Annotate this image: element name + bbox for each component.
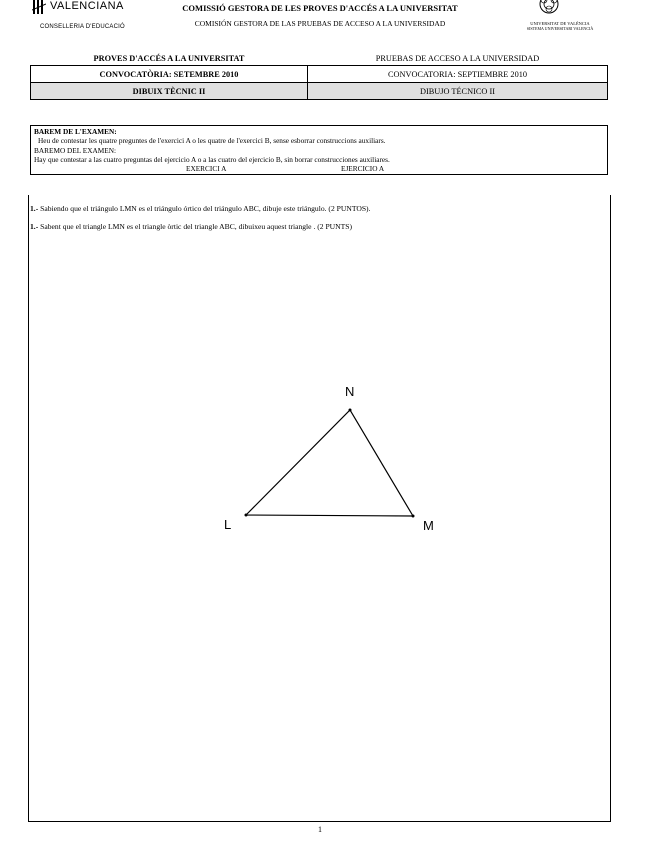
- header-title-es: COMISIÓN GESTORA DE LAS PRUEBAS DE ACCESO A LA UNIVERSIDAD: [194, 19, 446, 28]
- exam-name-ca: PROVES D'ACCÉS A LA UNIVERSITAT: [93, 53, 245, 63]
- university-system: SISTEMA UNIVERSITARI VALENCIÀ: [526, 26, 594, 31]
- session-es: CONVOCATORIA: SEPTIEMBRE 2010: [308, 66, 608, 83]
- grading-text-ca: Heu de contestar les quatre preguntes de l'exercici A o les quatre de l'exercici B, sense esborrar construccions auxiliars.: [38, 136, 386, 146]
- vertex-l-point: [245, 514, 248, 517]
- question-number: 1.-: [30, 222, 39, 231]
- grading-title-es: BAREMO DEL EXAMEN:: [34, 145, 117, 155]
- header-title-ca: COMISSIÓ GESTORA DE LES PROVES D'ACCÉS A LA UNIVERSITAT: [182, 3, 458, 13]
- exercise-label-es: EJERCICIO A: [341, 164, 385, 174]
- question-text-ca: Sabent que el triangle LMN es el triangle òrtic del triangle ABC, dibuixeu aquest triangle . (2 PUNTS): [40, 222, 353, 231]
- vertex-n-label: N: [345, 384, 355, 399]
- triangle-lmn: [246, 410, 413, 516]
- exam-name-es: PRUEBAS DE ACCESO A LA UNIVERSIDAD: [375, 53, 540, 63]
- vertex-l-label: L: [224, 517, 232, 532]
- logo-department: CONSELLERIA D'EDUCACIÓ: [40, 24, 125, 30]
- grading-title-ca: BAREM DE L'EXAMEN:: [34, 127, 117, 136]
- subject-ca: DIBUIX TÈCNIC II: [31, 83, 308, 100]
- logo-text: VALENCIANA: [50, 0, 124, 12]
- exercise-label-ca: EXERCICI A: [186, 164, 227, 174]
- vertex-n-point: [349, 409, 352, 412]
- vertex-m-point: [412, 515, 415, 518]
- vertex-m-label: M: [423, 518, 434, 533]
- grading-text-es: Hay que contestar a las cuatro preguntas del ejercicio A o a las cuatro del ejercicio B, sin borrar construcciones auxiliares.: [34, 154, 390, 164]
- question-text-es: Sabiendo que el triángulo LMN es el triángulo órtico del triángulo ABC, dibuje este triángulo. (2 PUNTOS).: [40, 204, 371, 213]
- page-number: 1: [318, 825, 322, 834]
- session-ca: CONVOCATÒRIA: SETEMBRE 2010: [31, 66, 308, 83]
- university-name: UNIVERSITAT DE VALÈNCIA: [530, 21, 590, 26]
- subject-es: DIBUJO TÉCNICO II: [308, 83, 608, 100]
- question-number: 1.-: [30, 204, 39, 213]
